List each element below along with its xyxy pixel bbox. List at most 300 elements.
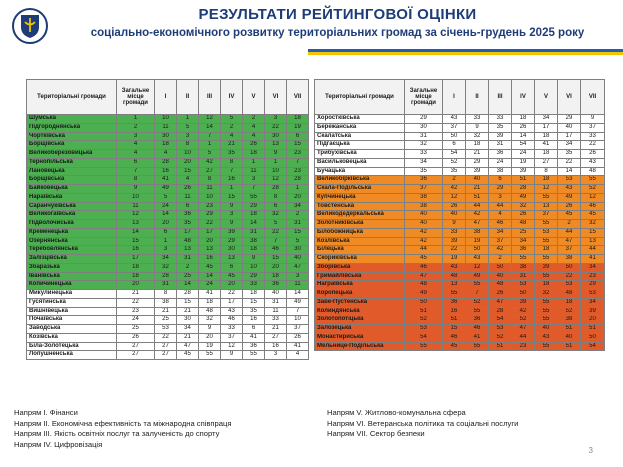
direction-rank-cell: 7 bbox=[287, 307, 309, 316]
table-row bbox=[27, 176, 309, 185]
direction-rank-cell: 5 bbox=[155, 193, 177, 202]
table-row bbox=[27, 307, 309, 316]
direction-rank-cell: 12 bbox=[221, 342, 243, 351]
direction-rank-cell: 47 bbox=[287, 263, 309, 272]
direction-rank-cell: 36 bbox=[243, 342, 265, 351]
direction-rank-cell: 1 bbox=[199, 141, 221, 150]
direction-rank-cell: 1 bbox=[177, 115, 199, 124]
overall-rank-cell: 3 bbox=[117, 132, 155, 141]
rating-table-right bbox=[314, 79, 605, 351]
direction-rank-cell: 3 bbox=[243, 176, 265, 185]
direction-rank-cell: 31 bbox=[243, 228, 265, 237]
direction-rank-cell: 46 bbox=[581, 202, 605, 211]
community-name-cell: Біла-Золотецька bbox=[27, 342, 117, 351]
community-name-cell: Білобожницька bbox=[315, 228, 405, 237]
direction-rank-cell: 46 bbox=[443, 333, 466, 342]
table-row bbox=[27, 272, 309, 281]
community-name-cell: Козівська bbox=[27, 333, 117, 342]
direction-rank-cell: 40 bbox=[443, 211, 466, 220]
table-row bbox=[27, 185, 309, 194]
direction-rank-cell: 52 bbox=[443, 158, 466, 167]
direction-rank-cell: 2 bbox=[558, 220, 581, 229]
table-row bbox=[27, 325, 309, 334]
overall-rank-cell: 16 bbox=[117, 246, 155, 255]
direction-rank-cell: 29 bbox=[199, 211, 221, 220]
direction-rank-cell: 36 bbox=[177, 211, 199, 220]
overall-rank-cell: 33 bbox=[405, 150, 443, 159]
community-name-cell: Нараївська bbox=[27, 193, 117, 202]
direction-rank-cell: 36 bbox=[466, 316, 489, 325]
overall-rank-cell: 22 bbox=[117, 298, 155, 307]
direction-rank-cell: 1 bbox=[287, 185, 309, 194]
direction-rank-cell: 34 bbox=[512, 237, 535, 246]
direction-rank-cell: 55 bbox=[443, 290, 466, 299]
overall-rank-cell: 23 bbox=[117, 307, 155, 316]
community-name-cell: Підволочиська bbox=[27, 220, 117, 229]
direction-rank-cell: 21 bbox=[466, 150, 489, 159]
direction-rank-cell: 50 bbox=[581, 333, 605, 342]
direction-rank-cell: 16 bbox=[443, 307, 466, 316]
col-header-ii: II bbox=[466, 80, 489, 115]
direction-rank-cell: 32 bbox=[265, 211, 287, 220]
coat-of-arms-icon bbox=[12, 8, 48, 44]
overall-rank-cell: 34 bbox=[405, 158, 443, 167]
direction-rank-cell: 29 bbox=[489, 185, 512, 194]
direction-rank-cell: 16 bbox=[221, 176, 243, 185]
community-name-cell: Микулинецька bbox=[27, 290, 117, 299]
direction-rank-cell: 15 bbox=[177, 167, 199, 176]
overall-rank-cell: 50 bbox=[405, 298, 443, 307]
direction-rank-cell: 50 bbox=[443, 132, 466, 141]
table-row bbox=[315, 167, 605, 176]
direction-rank-cell: 16 bbox=[265, 342, 287, 351]
direction-rank-cell: 2 bbox=[177, 263, 199, 272]
direction-rank-cell: 41 bbox=[243, 333, 265, 342]
direction-rank-cell: 36 bbox=[512, 246, 535, 255]
direction-rank-cell: 41 bbox=[199, 290, 221, 299]
direction-rank-cell: 26 bbox=[177, 185, 199, 194]
direction-rank-cell: 39 bbox=[512, 298, 535, 307]
direction-rank-cell: 53 bbox=[558, 176, 581, 185]
direction-rank-cell: 36 bbox=[443, 298, 466, 307]
table-row bbox=[315, 193, 605, 202]
community-name-cell: Купчинецька bbox=[315, 193, 405, 202]
direction-rank-cell: 3 bbox=[221, 211, 243, 220]
direction-rank-cell: 36 bbox=[489, 150, 512, 159]
direction-rank-cell: 55 bbox=[535, 237, 558, 246]
direction-rank-cell: 4 bbox=[243, 123, 265, 132]
col-header-vii: VII bbox=[581, 80, 605, 115]
direction-rank-cell: 4 bbox=[287, 351, 309, 360]
community-name-cell: Монастириська bbox=[315, 333, 405, 342]
direction-rank-cell: 18 bbox=[535, 150, 558, 159]
overall-rank-cell: 11 bbox=[117, 202, 155, 211]
direction-rank-cell: 4 bbox=[243, 132, 265, 141]
direction-rank-cell: 14 bbox=[558, 167, 581, 176]
direction-rank-cell: 45 bbox=[558, 211, 581, 220]
direction-rank-cell: 21 bbox=[177, 333, 199, 342]
direction-rank-cell: 29 bbox=[243, 272, 265, 281]
direction-rank-cell: 7 bbox=[221, 167, 243, 176]
direction-rank-cell: 53 bbox=[155, 325, 177, 334]
direction-rank-cell: 52 bbox=[466, 298, 489, 307]
table-row bbox=[315, 176, 605, 185]
overall-rank-cell: 18 bbox=[117, 272, 155, 281]
legend-item: Напрям V. Житлово-комунальна сфера bbox=[327, 408, 466, 417]
direction-rank-cell: 39 bbox=[512, 167, 535, 176]
table-row bbox=[27, 158, 309, 167]
direction-rank-cell: 35 bbox=[443, 167, 466, 176]
direction-rank-cell: 1 bbox=[243, 158, 265, 167]
direction-rank-cell: 31 bbox=[512, 272, 535, 281]
direction-rank-cell: 11 bbox=[287, 281, 309, 290]
direction-rank-cell: 38 bbox=[489, 167, 512, 176]
direction-rank-cell: 20 bbox=[221, 281, 243, 290]
table-row bbox=[315, 158, 605, 167]
legend-left bbox=[14, 408, 231, 450]
direction-rank-cell: 11 bbox=[199, 185, 221, 194]
table-row bbox=[27, 333, 309, 342]
direction-rank-cell: 35 bbox=[177, 220, 199, 229]
direction-rank-cell: 32 bbox=[466, 132, 489, 141]
direction-rank-cell: 46 bbox=[221, 316, 243, 325]
direction-rank-cell: 14 bbox=[287, 290, 309, 299]
direction-rank-cell: 35 bbox=[558, 150, 581, 159]
table-row bbox=[27, 150, 309, 159]
direction-rank-cell: 18 bbox=[243, 150, 265, 159]
table-row bbox=[27, 228, 309, 237]
overall-rank-cell: 38 bbox=[405, 202, 443, 211]
direction-rank-cell: 5 bbox=[287, 237, 309, 246]
direction-rank-cell: 5 bbox=[177, 123, 199, 132]
direction-rank-cell: 52 bbox=[581, 185, 605, 194]
overall-rank-cell: 14 bbox=[117, 228, 155, 237]
community-name-cell: Борщівська bbox=[27, 141, 117, 150]
direction-rank-cell: 47 bbox=[489, 298, 512, 307]
direction-rank-cell: 18 bbox=[558, 298, 581, 307]
direction-rank-cell: 15 bbox=[265, 255, 287, 264]
table-row bbox=[27, 123, 309, 132]
direction-rank-cell: 4 bbox=[177, 176, 199, 185]
direction-rank-cell: 11 bbox=[155, 123, 177, 132]
direction-rank-cell: 39 bbox=[443, 237, 466, 246]
legend-item: Напрям VI. Ветеранська політика та соціальні послуги bbox=[327, 418, 519, 428]
table-row bbox=[27, 211, 309, 220]
legend-item: Напрям III. Якість освітніх послуг та залученість до спорту bbox=[14, 429, 220, 438]
community-name-cell: Залізцівська bbox=[27, 255, 117, 264]
direction-rank-cell: 19 bbox=[466, 237, 489, 246]
community-name-cell: Трибухівська bbox=[315, 150, 405, 159]
direction-rank-cell: 49 bbox=[155, 185, 177, 194]
community-name-cell: Бережанська bbox=[315, 123, 405, 132]
col-header-iii: III bbox=[199, 80, 221, 115]
table-row bbox=[315, 333, 605, 342]
direction-rank-cell: 51 bbox=[466, 193, 489, 202]
col-header-ii: II bbox=[177, 80, 199, 115]
overall-rank-cell: 49 bbox=[405, 290, 443, 299]
direction-rank-cell: 21 bbox=[466, 185, 489, 194]
direction-rank-cell: 40 bbox=[558, 333, 581, 342]
community-name-cell: Заводська bbox=[27, 325, 117, 334]
direction-rank-cell: 21 bbox=[221, 141, 243, 150]
direction-rank-cell: 16 bbox=[243, 316, 265, 325]
direction-rank-cell: 13 bbox=[581, 237, 605, 246]
community-name-cell: Заве-Пустенська bbox=[315, 298, 405, 307]
direction-rank-cell: 8 bbox=[221, 158, 243, 167]
direction-rank-cell: 29 bbox=[243, 202, 265, 211]
overall-rank-cell: 12 bbox=[117, 211, 155, 220]
table-row bbox=[27, 132, 309, 141]
direction-rank-cell: 26 bbox=[243, 141, 265, 150]
direction-rank-cell: 17 bbox=[221, 298, 243, 307]
direction-rank-cell: 24 bbox=[489, 158, 512, 167]
direction-rank-cell: 40 bbox=[558, 123, 581, 132]
direction-rank-cell: 8 bbox=[265, 193, 287, 202]
direction-rank-cell: 7 bbox=[265, 237, 287, 246]
direction-rank-cell: 22 bbox=[265, 123, 287, 132]
community-name-cell: Теребовлянська bbox=[27, 246, 117, 255]
direction-rank-cell: 55 bbox=[535, 298, 558, 307]
direction-rank-cell: 37 bbox=[221, 333, 243, 342]
community-name-cell: Шумська bbox=[27, 115, 117, 124]
direction-rank-cell: 33 bbox=[265, 316, 287, 325]
direction-rank-cell: 14 bbox=[512, 132, 535, 141]
direction-rank-cell: 32 bbox=[581, 220, 605, 229]
direction-rank-cell: 55 bbox=[535, 316, 558, 325]
flag-stripe bbox=[308, 49, 623, 55]
direction-rank-cell: 27 bbox=[265, 333, 287, 342]
direction-rank-cell: 13 bbox=[265, 141, 287, 150]
overall-rank-cell: 47 bbox=[405, 272, 443, 281]
direction-rank-cell: 12 bbox=[535, 185, 558, 194]
direction-rank-cell: 20 bbox=[287, 193, 309, 202]
table-row bbox=[315, 228, 605, 237]
col-header-vii: VII bbox=[287, 80, 309, 115]
direction-rank-cell: 29 bbox=[558, 115, 581, 124]
direction-rank-cell: 28 bbox=[155, 272, 177, 281]
overall-rank-cell: 29 bbox=[405, 115, 443, 124]
direction-rank-cell: 24 bbox=[199, 281, 221, 290]
direction-rank-cell: 50 bbox=[512, 290, 535, 299]
direction-rank-cell: 18 bbox=[535, 246, 558, 255]
direction-rank-cell: 27 bbox=[155, 351, 177, 360]
community-name-cell: Награївська bbox=[315, 281, 405, 290]
community-name-cell: Саранчуківська bbox=[27, 202, 117, 211]
direction-rank-cell: 39 bbox=[221, 228, 243, 237]
direction-rank-cell: 26 bbox=[558, 202, 581, 211]
table-row bbox=[315, 307, 605, 316]
direction-rank-cell: 51 bbox=[512, 176, 535, 185]
direction-rank-cell: 5 bbox=[221, 115, 243, 124]
direction-rank-cell: 43 bbox=[558, 185, 581, 194]
direction-rank-cell: 31 bbox=[287, 220, 309, 229]
direction-rank-cell: 49 bbox=[466, 272, 489, 281]
direction-rank-cell: 51 bbox=[558, 342, 581, 351]
table-row bbox=[27, 202, 309, 211]
direction-rank-cell: 10 bbox=[199, 193, 221, 202]
direction-rank-cell: 29 bbox=[466, 158, 489, 167]
table-row bbox=[315, 237, 605, 246]
direction-rank-cell: 25 bbox=[177, 272, 199, 281]
direction-rank-cell: 51 bbox=[581, 325, 605, 334]
direction-rank-cell: 30 bbox=[221, 246, 243, 255]
community-name-cell: Скала-Подільська bbox=[315, 185, 405, 194]
direction-rank-cell: 14 bbox=[177, 281, 199, 290]
direction-rank-cell: 55 bbox=[535, 220, 558, 229]
direction-rank-cell: 38 bbox=[558, 255, 581, 264]
direction-rank-cell: 22 bbox=[581, 141, 605, 150]
table-row bbox=[315, 123, 605, 132]
table-row bbox=[27, 141, 309, 150]
col-header-vi: VI bbox=[265, 80, 287, 115]
community-name-cell: Великоберезовицька bbox=[27, 150, 117, 159]
direction-rank-cell: 3 bbox=[287, 272, 309, 281]
overall-rank-cell: 37 bbox=[405, 185, 443, 194]
table-row bbox=[315, 281, 605, 290]
overall-rank-cell: 52 bbox=[405, 316, 443, 325]
direction-rank-cell: 37 bbox=[443, 123, 466, 132]
direction-rank-cell: 22 bbox=[558, 158, 581, 167]
direction-rank-cell: 43 bbox=[581, 158, 605, 167]
table-row bbox=[27, 290, 309, 299]
direction-rank-cell: 15 bbox=[221, 193, 243, 202]
direction-rank-cell: 55 bbox=[535, 272, 558, 281]
direction-rank-cell: 39 bbox=[581, 307, 605, 316]
direction-rank-cell: 33 bbox=[443, 228, 466, 237]
overall-rank-cell: 9 bbox=[117, 185, 155, 194]
direction-rank-cell: 18 bbox=[535, 132, 558, 141]
community-name-cell: Тернопільська bbox=[27, 158, 117, 167]
direction-rank-cell: 35 bbox=[221, 150, 243, 159]
direction-rank-cell: 9 bbox=[581, 115, 605, 124]
direction-rank-cell: 40 bbox=[535, 325, 558, 334]
direction-rank-cell: 8 bbox=[177, 141, 199, 150]
direction-rank-cell: 34 bbox=[177, 325, 199, 334]
direction-rank-cell: 22 bbox=[558, 272, 581, 281]
community-name-cell: Лановецька bbox=[27, 167, 117, 176]
direction-rank-cell: 13 bbox=[199, 246, 221, 255]
table-row bbox=[27, 263, 309, 272]
direction-rank-cell: 46 bbox=[489, 220, 512, 229]
direction-rank-cell: 55 bbox=[466, 307, 489, 316]
direction-rank-cell: 53 bbox=[489, 325, 512, 334]
community-name-cell: Залозецька bbox=[315, 325, 405, 334]
community-name-cell: Васильковецька bbox=[315, 158, 405, 167]
direction-rank-cell: 43 bbox=[466, 255, 489, 264]
overall-rank-cell: 4 bbox=[117, 150, 155, 159]
direction-rank-cell: 22 bbox=[155, 333, 177, 342]
community-name-cell: Чортківська bbox=[27, 132, 117, 141]
direction-rank-cell: 20 bbox=[155, 220, 177, 229]
table-row bbox=[315, 246, 605, 255]
direction-rank-cell: 48 bbox=[558, 290, 581, 299]
direction-rank-cell: 1 bbox=[221, 185, 243, 194]
direction-rank-cell: 53 bbox=[558, 281, 581, 290]
direction-rank-cell: 34 bbox=[581, 263, 605, 272]
direction-rank-cell: 49 bbox=[558, 193, 581, 202]
col-header-v: V bbox=[243, 80, 265, 115]
direction-rank-cell: 43 bbox=[443, 263, 466, 272]
direction-rank-cell: 3 bbox=[265, 115, 287, 124]
direction-rank-cell: 38 bbox=[466, 228, 489, 237]
direction-rank-cell: 33 bbox=[243, 281, 265, 290]
direction-rank-cell: 55 bbox=[535, 342, 558, 351]
direction-rank-cell: 45 bbox=[443, 342, 466, 351]
direction-rank-cell: 44 bbox=[466, 202, 489, 211]
col-header-iv: IV bbox=[221, 80, 243, 115]
direction-rank-cell: 48 bbox=[177, 237, 199, 246]
direction-rank-cell: 6 bbox=[155, 228, 177, 237]
direction-rank-cell: 33 bbox=[489, 115, 512, 124]
direction-rank-cell: 18 bbox=[512, 115, 535, 124]
overall-rank-cell: 46 bbox=[405, 263, 443, 272]
direction-rank-cell: 18 bbox=[155, 141, 177, 150]
direction-rank-cell: 33 bbox=[581, 132, 605, 141]
table-row bbox=[315, 115, 605, 124]
direction-rank-cell: 48 bbox=[443, 272, 466, 281]
direction-rank-cell: 4 bbox=[489, 211, 512, 220]
overall-rank-cell: 54 bbox=[405, 333, 443, 342]
community-name-cell: Кременецька bbox=[27, 228, 117, 237]
direction-rank-cell: 15 bbox=[243, 298, 265, 307]
direction-rank-cell: 51 bbox=[489, 342, 512, 351]
direction-rank-cell: 9 bbox=[221, 351, 243, 360]
direction-rank-cell: 42 bbox=[489, 246, 512, 255]
overall-rank-cell: 26 bbox=[117, 333, 155, 342]
table-row bbox=[27, 237, 309, 246]
direction-rank-cell: 34 bbox=[489, 228, 512, 237]
direction-rank-cell: 12 bbox=[466, 263, 489, 272]
direction-rank-cell: 6 bbox=[243, 325, 265, 334]
community-name-cell: Вишнівецька bbox=[27, 307, 117, 316]
direction-rank-cell: 54 bbox=[512, 141, 535, 150]
direction-rank-cell: 23 bbox=[512, 342, 535, 351]
direction-rank-cell: 14 bbox=[199, 272, 221, 281]
direction-rank-cell: 27 bbox=[155, 342, 177, 351]
direction-rank-cell: 53 bbox=[581, 290, 605, 299]
direction-rank-cell: 55 bbox=[466, 342, 489, 351]
direction-rank-cell: 10 bbox=[287, 316, 309, 325]
direction-rank-cell: 3 bbox=[177, 132, 199, 141]
direction-rank-cell: 12 bbox=[265, 176, 287, 185]
direction-rank-cell: 6 bbox=[287, 132, 309, 141]
table-row bbox=[315, 132, 605, 141]
direction-rank-cell: 18 bbox=[287, 115, 309, 124]
direction-rank-cell: 6 bbox=[443, 141, 466, 150]
legend-item: Напрям I. Фінанси bbox=[14, 408, 78, 417]
direction-rank-cell: 19 bbox=[199, 342, 221, 351]
col-header-community: Територіальні громади bbox=[315, 80, 405, 115]
direction-rank-cell: 48 bbox=[512, 220, 535, 229]
community-name-cell: Байковецька bbox=[27, 185, 117, 194]
col-header-i: I bbox=[443, 80, 466, 115]
direction-rank-cell: 38 bbox=[155, 298, 177, 307]
direction-rank-cell: 55 bbox=[243, 193, 265, 202]
direction-rank-cell: 4 bbox=[221, 132, 243, 141]
overall-rank-cell: 24 bbox=[117, 316, 155, 325]
direction-rank-cell: 24 bbox=[155, 202, 177, 211]
direction-rank-cell: 3 bbox=[265, 351, 287, 360]
overall-rank-cell: 42 bbox=[405, 237, 443, 246]
direction-rank-cell: 28 bbox=[155, 158, 177, 167]
direction-rank-cell: 21 bbox=[155, 307, 177, 316]
direction-rank-cell: 24 bbox=[512, 150, 535, 159]
community-name-cell: Почаївська bbox=[27, 316, 117, 325]
direction-rank-cell: 52 bbox=[489, 333, 512, 342]
direction-rank-cell: 12 bbox=[199, 115, 221, 124]
community-name-cell: Гримайлівська bbox=[315, 272, 405, 281]
direction-rank-cell: 47 bbox=[558, 237, 581, 246]
